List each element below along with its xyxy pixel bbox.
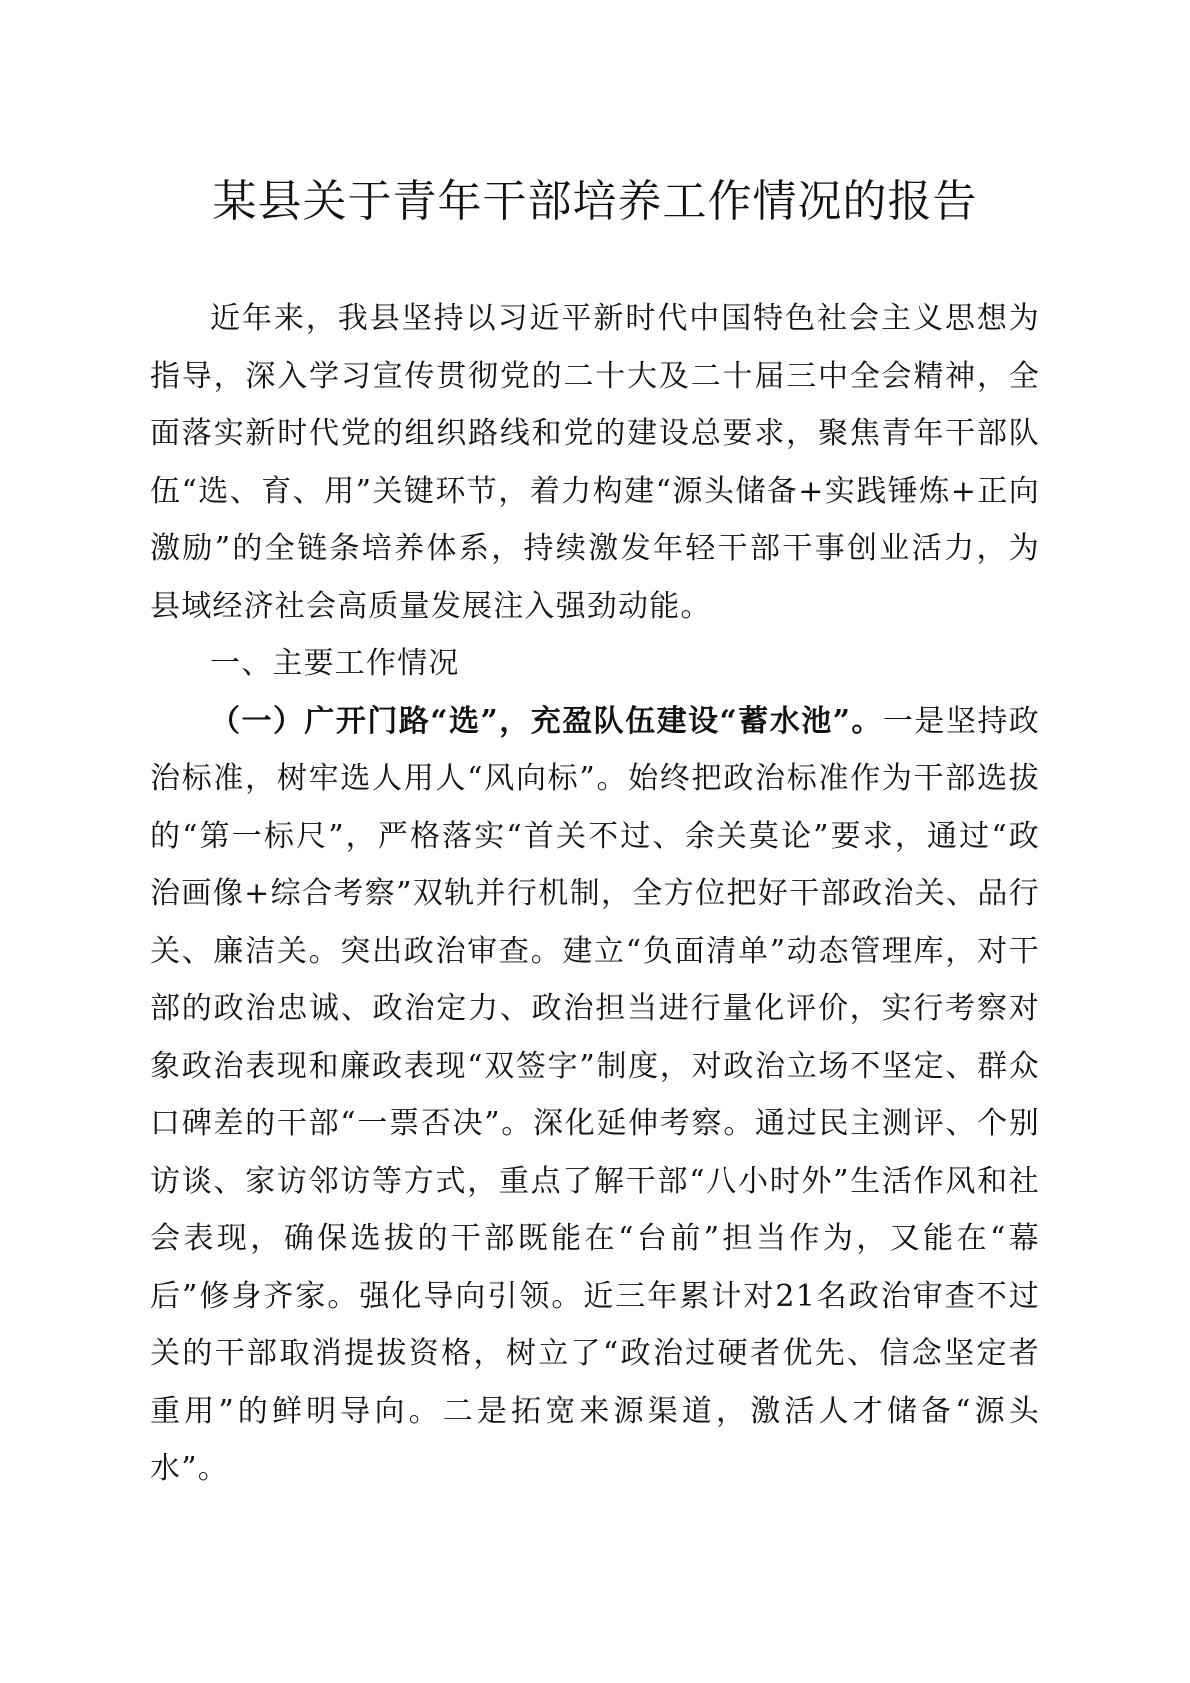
document-title: 某县关于青年干部培养工作情况的报告 bbox=[212, 176, 978, 227]
section-heading-main-work: 一、主要工作情况 bbox=[210, 646, 460, 681]
subsection-paragraph-selection bbox=[150, 693, 1040, 1498]
subsection-lead-heading: （一）广开门路“选”，充盈队伍建设“蓄水池”。 bbox=[210, 703, 883, 739]
intro-paragraph: 近年来，我县坚持以习近平新时代中国特色社会主义思想为指导，深入学习宣传贯彻党的二十大及二十届三中全会精神，全面落实新时代党的组织路线和党的建设总要求，聚焦青年干部队伍“选、育、用”关键环节，着力构建“源头储备+实践锤炼+正向激励”的全链条培养体系，持续激发年轻干部干事创业活力，为县域经济社会高质量发展注入强劲动能。 bbox=[150, 301, 1040, 624]
document-body bbox=[150, 290, 1040, 1498]
subsection-body-text: 一是坚持政治标准，树牢选人用人“风向标”。始终把政治标准作为干部选拔的“第一标尺”，严格落实“首关不过、余关莫论”要求，通过“政治画像+综合考察”双轨并行机制，全方位把好干部政治关、品行关、廉洁关。突出政治审查。建立“负面清单”动态管理库，对干部的政治忠诚、政治定力、政治担当进行量化评价，实行考察对象政治表现和廉政表现“双签字”制度，对政治立场不坚定、群众口碑差的干部“一票否决”。深化延伸考察。通过民主测评、个别访谈、家访邻访等方式，重点了解干部“八小时外”生活作风和社会表现，确保选拔的干部既能在“台前”担当作为，又能在“幕后”修身齐家。强化导向引领。近三年累计对21名政治审查不过关的干部取消提拔资格，树立了“政治过硬者优先、信念坚定者重用”的鲜明导向。二是拓宽来源渠道，激活人才储备“源头水”。 bbox=[150, 703, 1040, 1486]
